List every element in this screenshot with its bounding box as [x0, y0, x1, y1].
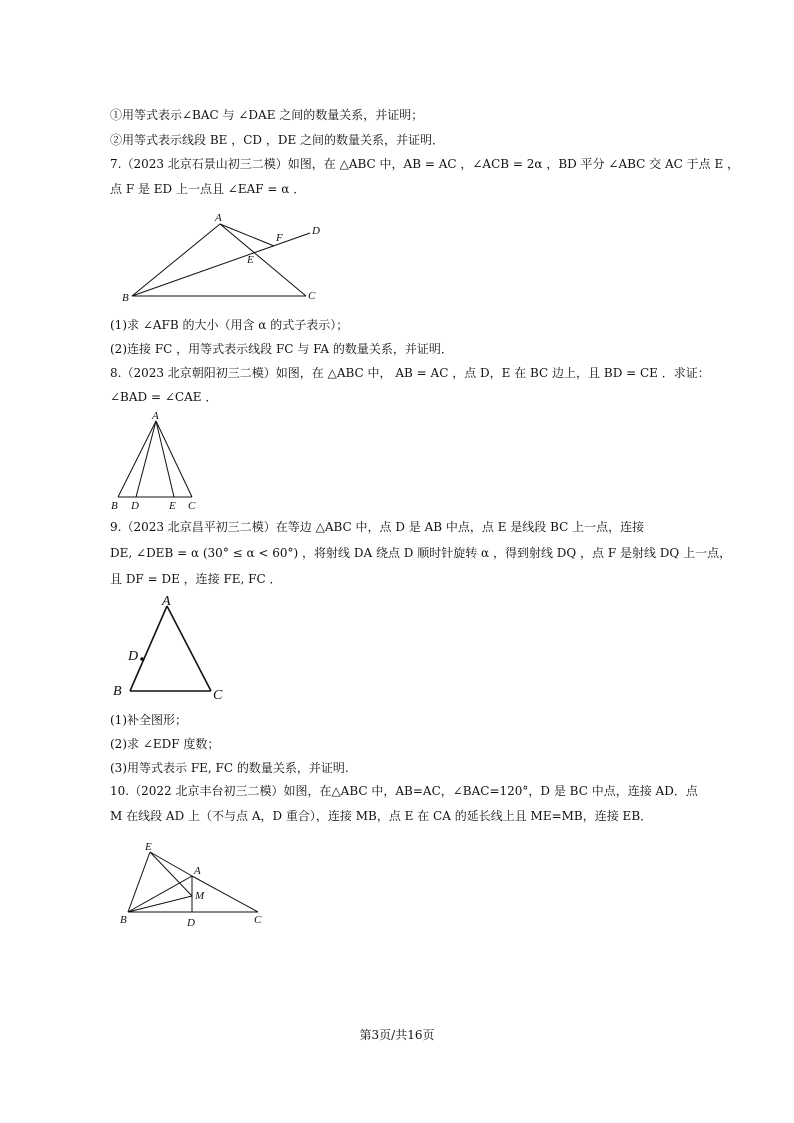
fig9-label-b: B — [113, 684, 122, 699]
fig7-label-f: F — [276, 232, 283, 244]
fig10-label-b: B — [120, 914, 127, 926]
fig8-label-c: C — [188, 500, 196, 512]
problem-9-part-1: (1)补全图形； — [110, 713, 187, 727]
problem-9-line-3: 且 DF = DE ，连接 FE, FC ． — [110, 572, 282, 586]
fig10-label-e: E — [145, 841, 152, 853]
fig10-label-a: A — [194, 865, 201, 877]
fig9-label-c: C — [213, 688, 223, 703]
problem-7-line-2: 点 F 是 ED 上一点且 ∠EAF = α ． — [110, 182, 306, 196]
problem-9-part-3: (3)用等式表示 FE, FC 的数量关系，并证明. — [110, 761, 349, 775]
fig9-label-d: D — [128, 649, 139, 664]
problem-7-line-1: 7.（2023 北京石景山初三二模）如图，在 △ABC 中，AB = AC ，∠ACB = 2α ，BD 平分 ∠ABC 交 AC 于点 E ， — [110, 157, 740, 171]
problem-7-part-2: (2)连接 FC ，用等式表示线段 FC 与 FA 的数量关系，并证明． — [110, 342, 453, 356]
fig7-label-e: E — [247, 254, 254, 266]
problem-8-line-2: ∠BAD = ∠CAE ． — [110, 390, 218, 404]
problem-9-line-1: 9.（2023 北京昌平初三二模）在等边 △ABC 中，点 D 是 AB 中点，点 E 是线段 BC 上一点，连接 — [110, 520, 645, 534]
problem-10-line-1: 10.（2022 北京丰台初三二模）如图，在△ABC 中，AB=AC，∠BAC=120°，D 是 BC 中点，连接 AD．点 — [110, 784, 698, 798]
fig8-label-d: D — [131, 500, 139, 512]
fig10-label-d: D — [187, 917, 195, 929]
fig7-label-c: C — [308, 290, 316, 302]
figure-8 — [106, 409, 206, 513]
fig10-label-m: M — [195, 890, 205, 902]
fig9-label-a: A — [162, 594, 171, 609]
fig8-label-a: A — [152, 410, 159, 422]
figure-9 — [110, 592, 240, 704]
text-line-1: ①用等式表示∠BAC 与 ∠DAE 之间的数量关系，并证明； — [110, 108, 424, 122]
fig8-label-e: E — [169, 500, 176, 512]
text-line-2: ②用等式表示线段 BE ，CD ，DE 之间的数量关系，并证明． — [110, 133, 445, 147]
problem-8-line-1: 8.（2023 北京朝阳初三二模）如图，在 △ABC 中， AB = AC ，点 D，E 在 BC 边上，且 BD = CE ．求证： — [110, 366, 710, 380]
problem-9-line-2: DE, ∠DEB = α (30° ≤ α < 60°) ，将射线 DA 绕点 D 顺时针旋转 α ，得到射线 DQ ，点 F 是射线 DQ 上一点， — [110, 546, 732, 560]
figure-10 — [114, 836, 274, 932]
fig7-label-d: D — [312, 225, 320, 237]
problem-7-part-1: (1)求 ∠AFB 的大小（用含 α 的式子表示）； — [110, 318, 349, 332]
figure-7 — [118, 208, 338, 308]
page-footer: 第3页/共16页 — [359, 1028, 435, 1042]
fig7-label-a: A — [215, 212, 222, 224]
fig7-label-b: B — [122, 292, 129, 304]
fig8-label-b: B — [111, 500, 118, 512]
problem-9-part-2: (2)求 ∠EDF 度数； — [110, 737, 220, 751]
fig10-label-c: C — [254, 914, 262, 926]
problem-10-line-2: M 在线段 AD 上（不与点 A，D 重合），连接 MB，点 E 在 CA 的延长线上且 ME=MB，连接 EB． — [110, 809, 653, 823]
